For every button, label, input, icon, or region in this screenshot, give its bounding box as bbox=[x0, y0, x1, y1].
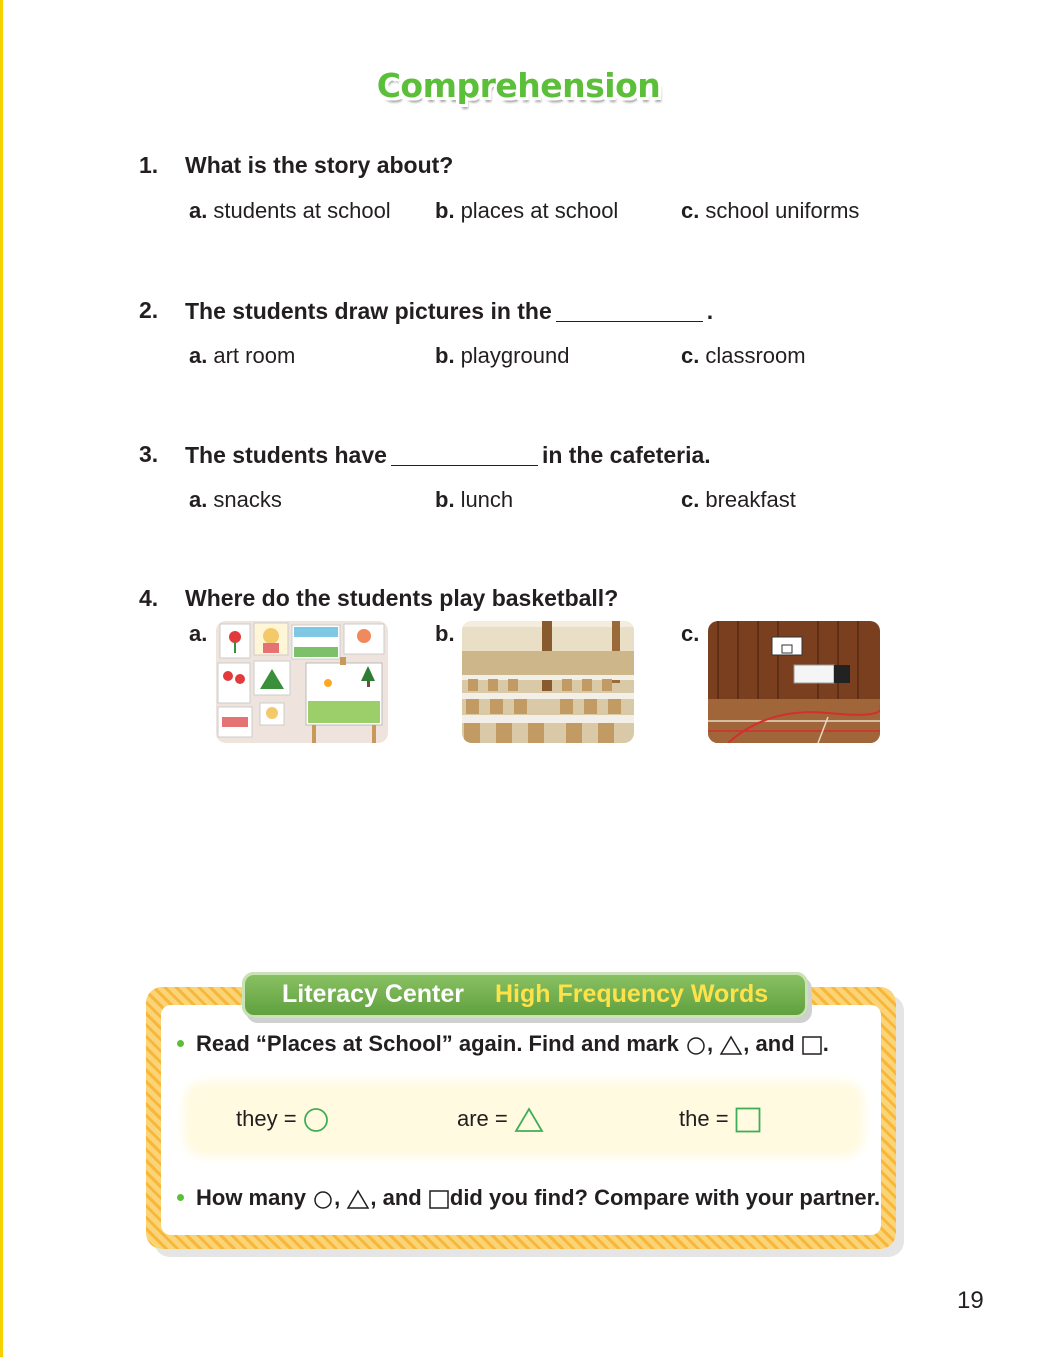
photo-letter-b: b. bbox=[435, 621, 455, 646]
circle-icon bbox=[312, 1188, 334, 1210]
triangle-icon bbox=[719, 1034, 743, 1056]
question-number: 1. bbox=[139, 152, 159, 178]
answer-blank[interactable] bbox=[391, 441, 538, 466]
option-c[interactable]: c. school uniforms bbox=[681, 198, 860, 223]
question-text: What is the story about? bbox=[185, 152, 454, 178]
question-number: 2. bbox=[139, 297, 159, 323]
bullet-icon bbox=[177, 1040, 184, 1047]
option-b[interactable]: b. lunch bbox=[435, 487, 514, 512]
triangle-icon bbox=[346, 1188, 370, 1210]
option-c[interactable]: c. classroom bbox=[681, 343, 806, 368]
circle-icon bbox=[303, 1107, 329, 1133]
literacy-center-subheading: High Frequency Words bbox=[495, 980, 769, 1008]
triangle-icon bbox=[514, 1107, 544, 1133]
gymnasium-photo[interactable] bbox=[708, 621, 880, 743]
photo-letter-a: a. bbox=[189, 621, 208, 646]
page-title: Comprehension bbox=[376, 66, 661, 105]
question-text: The students draw pictures in the . bbox=[185, 298, 714, 324]
question-number: 4. bbox=[139, 585, 159, 611]
literacy-center-banner bbox=[242, 972, 808, 1018]
instruction-1: Read “Places at School” again. Find and mark , , and . bbox=[177, 1031, 829, 1057]
word-they: they = bbox=[236, 1106, 329, 1133]
option-a[interactable]: a. snacks bbox=[189, 487, 282, 512]
cafeteria-photo[interactable] bbox=[462, 621, 634, 743]
answer-blank[interactable] bbox=[556, 297, 703, 322]
art-display-photo[interactable] bbox=[216, 621, 388, 743]
word-the: the = bbox=[679, 1106, 761, 1133]
bullet-icon bbox=[177, 1194, 184, 1201]
instruction-2: How many , , and did you find? Compare with your partner. bbox=[177, 1185, 880, 1211]
square-icon bbox=[801, 1034, 823, 1056]
option-a[interactable]: a. students at school bbox=[189, 198, 391, 223]
word-are: are = bbox=[457, 1106, 544, 1133]
option-b[interactable]: b. playground bbox=[435, 343, 570, 368]
literacy-center-heading: Literacy Center bbox=[282, 980, 465, 1008]
question-number: 3. bbox=[139, 441, 159, 467]
page-number: 19 bbox=[957, 1287, 984, 1314]
option-b[interactable]: b. places at school bbox=[435, 198, 619, 223]
square-icon bbox=[735, 1107, 761, 1133]
question-text: The students have in the cafeteria. bbox=[185, 442, 711, 468]
circle-icon bbox=[685, 1034, 707, 1056]
option-c[interactable]: c. breakfast bbox=[681, 487, 796, 512]
question-text: Where do the students play basketball? bbox=[185, 585, 619, 611]
photo-letter-c: c. bbox=[681, 621, 700, 646]
option-a[interactable]: a. art room bbox=[189, 343, 296, 368]
square-icon bbox=[428, 1188, 450, 1210]
word-symbol-key bbox=[190, 1087, 858, 1151]
